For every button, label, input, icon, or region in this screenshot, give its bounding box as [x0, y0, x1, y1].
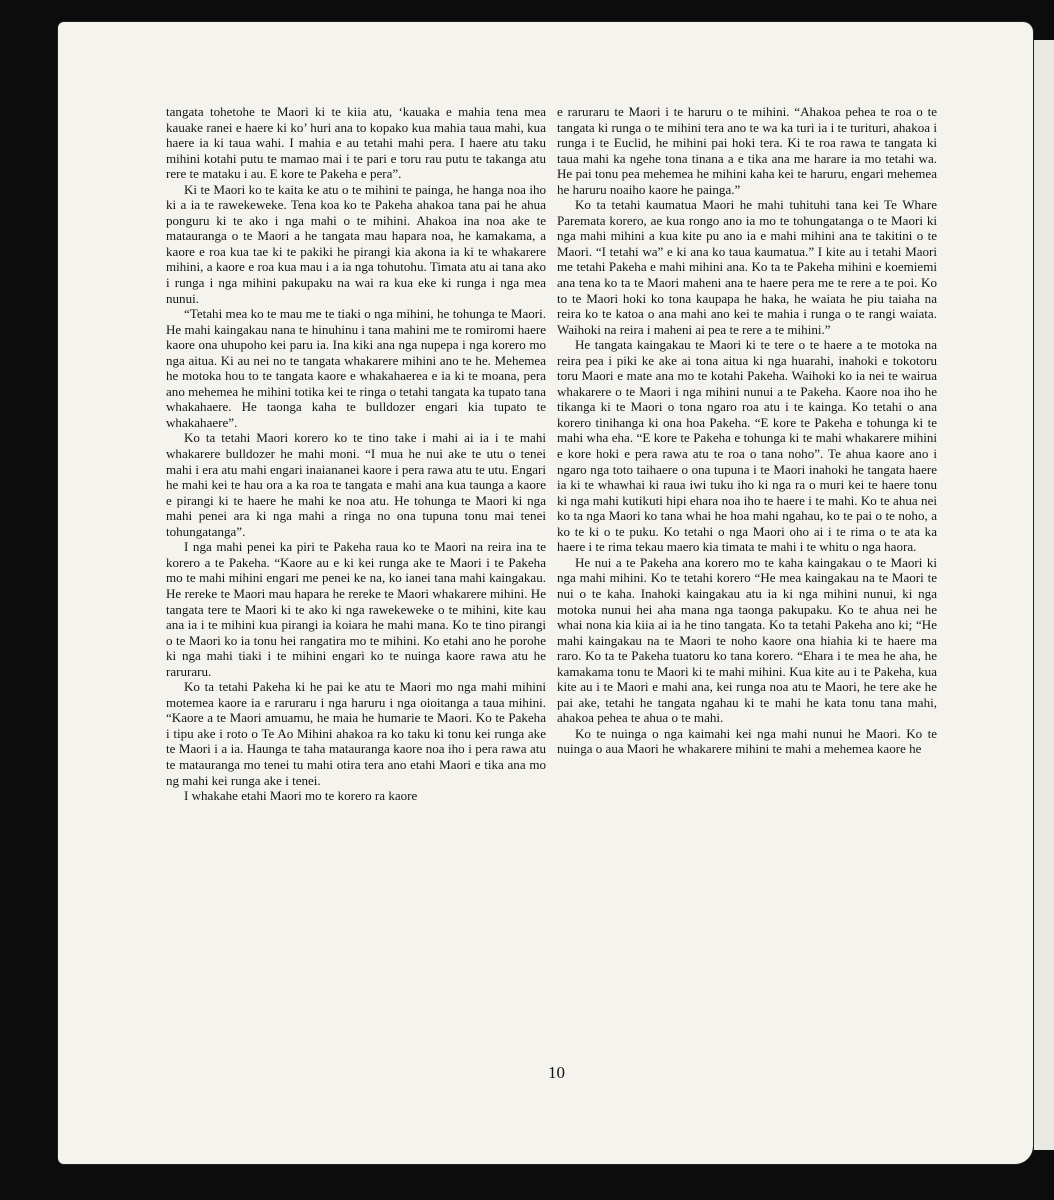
paragraph: Ko ta tetahi kaumatua Maori he mahi tuhituhi tana kei Te Whare Paremata korero, ae kua rongo ano ia mo te tohungatanga o te Maori ki nga mahi mihini a kua kite pu ano ia e mahi mihini ana te takitini o te Maori. “I tetahi wa” e ki ana ko taua kaumatua.” I kite au i tetahi Maori me tetahi Pakeha e mahi mihini ana. Ko ta te Pakeha mihini e koemiemi ana tena ko ta te Maori maheni ana te haere pera me te rere a te poi. Ko to te Maori hoki ko tona kaupapa he haka, he waiata he piu taiaha na reira ko te katoa o ana mahi ano kei te mahia i runga o te rangi waiata. Waihoki na reira i maheni ai pea te rere a te mihini.” [557, 197, 937, 337]
paragraph: Ki te Maori ko te kaita ke atu o te mihini te painga, he hanga noa iho ki a ia te rawekeweke. Tena koa ko te Pakeha ahakoa tana pai he ahua ponguru ki te ako i nga mahi o te mihini. Ahakoa ina noa ake te matauranga o te Maori a he tangata mau hapara noa, he kamakama, a kaore e roa kua tae ki te pakiki he pirangi kia akona ia ki te whakarere mihini, a kaore e roa kua mau i a ia nga tohutohu. Timata atu ai tana ako i runga i nga mihini pakupaku na wai ra kua eke ki runga i nga mea nunui. [166, 181, 546, 306]
next-page-edge [1034, 40, 1054, 1150]
paragraph: “Tetahi mea ko te mau me te tiaki o nga mihini, he tohunga te Maori. He mahi kaingakau nana te hinuhinu i tana mahini me te romiromi haere kaore ona uhupoho kei paru ia. Ina kiki ana nga nupepa i nga korero mo nga aitua. Ki au nei no te tangata whakarere mihini ano te he. Mehemea he motoka hou to te tangata kaore e whakahaerea e ia ki te moana, pera ano mehemea he mihini totika kei te ringa o tetahi tangata ka tupato tana whakahaere. He taonga kaha te bulldozer engari kia tupato te whakahaere”. [166, 306, 546, 430]
paragraph: Ko ta tetahi Pakeha ki he pai ke atu te Maori mo nga mahi mihini motemea kaore ia e raruraru i nga haruru i nga oioitanga a taua mihini. “Kaore a te Maori amuamu, he maia he humarie te Maori. Ko te Pakeha i tipu ake i roto o Te Ao Mihini ahakoa ra ko taku ki tonu kei runga ake te Maori i a ia. Haunga te taha matauranga kaore noa iho i pera rawa atu te matauranga mo tenei tu mahi otira tera ano etahi Maori e tika ana mo ng mahi kei runga ake i tenei. [166, 679, 546, 788]
right-column [557, 104, 937, 757]
left-column [166, 104, 546, 804]
page-number: 10 [548, 1063, 565, 1082]
paragraph: e raruraru te Maori i te haruru o te mihini. “Ahakoa pehea te roa o te tangata ki runga o te mihini tera ano te wa ka turi ia i te turituri, ahakoa i runga i te Euclid, he mihini pai hoki tera. Ki te roa rawa te tangata ki taua mahi ka ngehe tona tinana a e tika ana me harare ia mo tetahi wa. He pai tonu pea mehemea he mihini kaha kei te haruru, engari mehemea he haruru noaiho kaore he painga.” [557, 104, 937, 197]
paragraph: I nga mahi penei ka piri te Pakeha raua ko te Maori na reira ina te korero a te Pakeha. “Kaore au e ki kei runga ake te Maori i te Pakeha mo te mahi mihini engari me penei ke na, ko ianei tana mahi kaingakau. He rereke te Maori mau hapara he rereke te Maori whakarere mihini. He tangata tere te Maori ki te ako ki nga rawekeweke o te mihini, kite kau ana ia i te mihini kua pirangi ia koiara he mahi mana. Ko te tino pirangi o te Maori ko ia tonu hei rangatira mo te mihini. Ko etahi ano he porohe ki nga mahi tiaki i te mihini engari ko te nuinga kaore rawa atu he raruraru. [166, 539, 546, 679]
paragraph: tangata tohetohe te Maori ki te kiia atu, ‘kauaka e mahia tena mea kauake ranei e haere ki ko’ huri ana to kopako kua mahia taua mahi, kua haere ia ki taua wahi. I mahia e au tetahi mahi pera. I haere atu taku mihini kotahi putu te mamao mai i te pari e toru rau putu te takanga atu rere te mataku i au. E kore te Pakeha e pera”. [166, 104, 546, 182]
paragraph: Ko te nuinga o nga kaimahi kei nga mahi nunui he Maori. Ko te nuinga o aua Maori he whakarere mihini te mahi a mehemea kaore he [557, 725, 937, 757]
paragraph: He tangata kaingakau te Maori ki te tere o te haere a te motoka na reira pea i piki ke ake ai tona aitua ki nga huarahi, inahoki e tokotoru toru Maori e mate ana mo te kotahi Pakeha. Waihoki ko ia nei te wairua whakarere o te Maori i nga mihini nunui a te Pakeha. Kaore noa iho he tikanga ki te Maori o tona ngaro roa atu i te kainga. Ko tetahi o ana korero tinihanga ki ona hoa Pakeha. “E kore te Pakeha e tohunga ki te mahi wha eha. “E kore te Pakeha e tohunga ki te mahi whakarere mihini e kore hoki e pera rawa atu te roa o tana noho”. Te ahua kaore ano i ngaro nga toto taihaere o ona tupuna i te Maori inahoki he tangata haere ia ki te whawhai ki raua iwi tuku iho ki nga ra o muri kei te haere tonu ki nga mahi kutikuti hipi ehara noa iho te haere i te mahi. Ko te ahua nei ko ta nga Maori ko tana whai he hoa mahi ngahau, ko te pai o te noho, a ko te ki o te puku. Ko tetahi o nga Maori oho ai i te rima o te ata ka haere i te rima tekau maero kia timata te mahi i te whitu o nga haora. [557, 337, 937, 555]
paragraph: He nui a te Pakeha ana korero mo te kaha kaingakau o te Maori ki nga mahi mihini. Ko te tetahi korero “He mea kaingakau na te Maori te nui o te kaha. Inahoki kaingakau atu ia ki nga mihini nunui, ki nga motoka nunui hei aha mana nga taonga pakupaku. Ko te ahua nei he whai nona kia kiia ai ia he tino tangata. Ko ta tetahi Pakeha ano ki; “He mahi kaingakau na te Maori te noho kaore ona hiahia ki te haere ma raro. Ko ta te Pakeha tuatoru ko tana korero. “Ehara i te mea he aha, he kamakama tonu te Maori ki te mahi mihini. Kua kite au i te Pakeha, kua kite au i te Maori e mahi ana, kei runga noa atu te Maori, he tere ake he pai ake, tetahi he tangata ngahau ki te mahi he kata tonu tana mahi, ahakoa pehea te ahua o te mahi. [557, 554, 937, 726]
paragraph: Ko ta tetahi Maori korero ko te tino take i mahi ai ia i te mahi whakarere bulldozer he mahi moni. “I mua he nui ake te utu o tenei mahi i era atu mahi engari inaiananei kaore i pera rawa atu te utu. Engari he mahi kei te hau ora a ka roa te tangata e mahi ana kua taunga a kaore e pirangi ki te haere he mahi ke noa atu. He tohunga te Maori ki nga mahi penei ara ki nga mahi a ringa no ona tupuna tonu mai tenei tohungatanga”. [166, 430, 546, 539]
paragraph: I whakahe etahi Maori mo te korero ra kaore [184, 788, 418, 804]
